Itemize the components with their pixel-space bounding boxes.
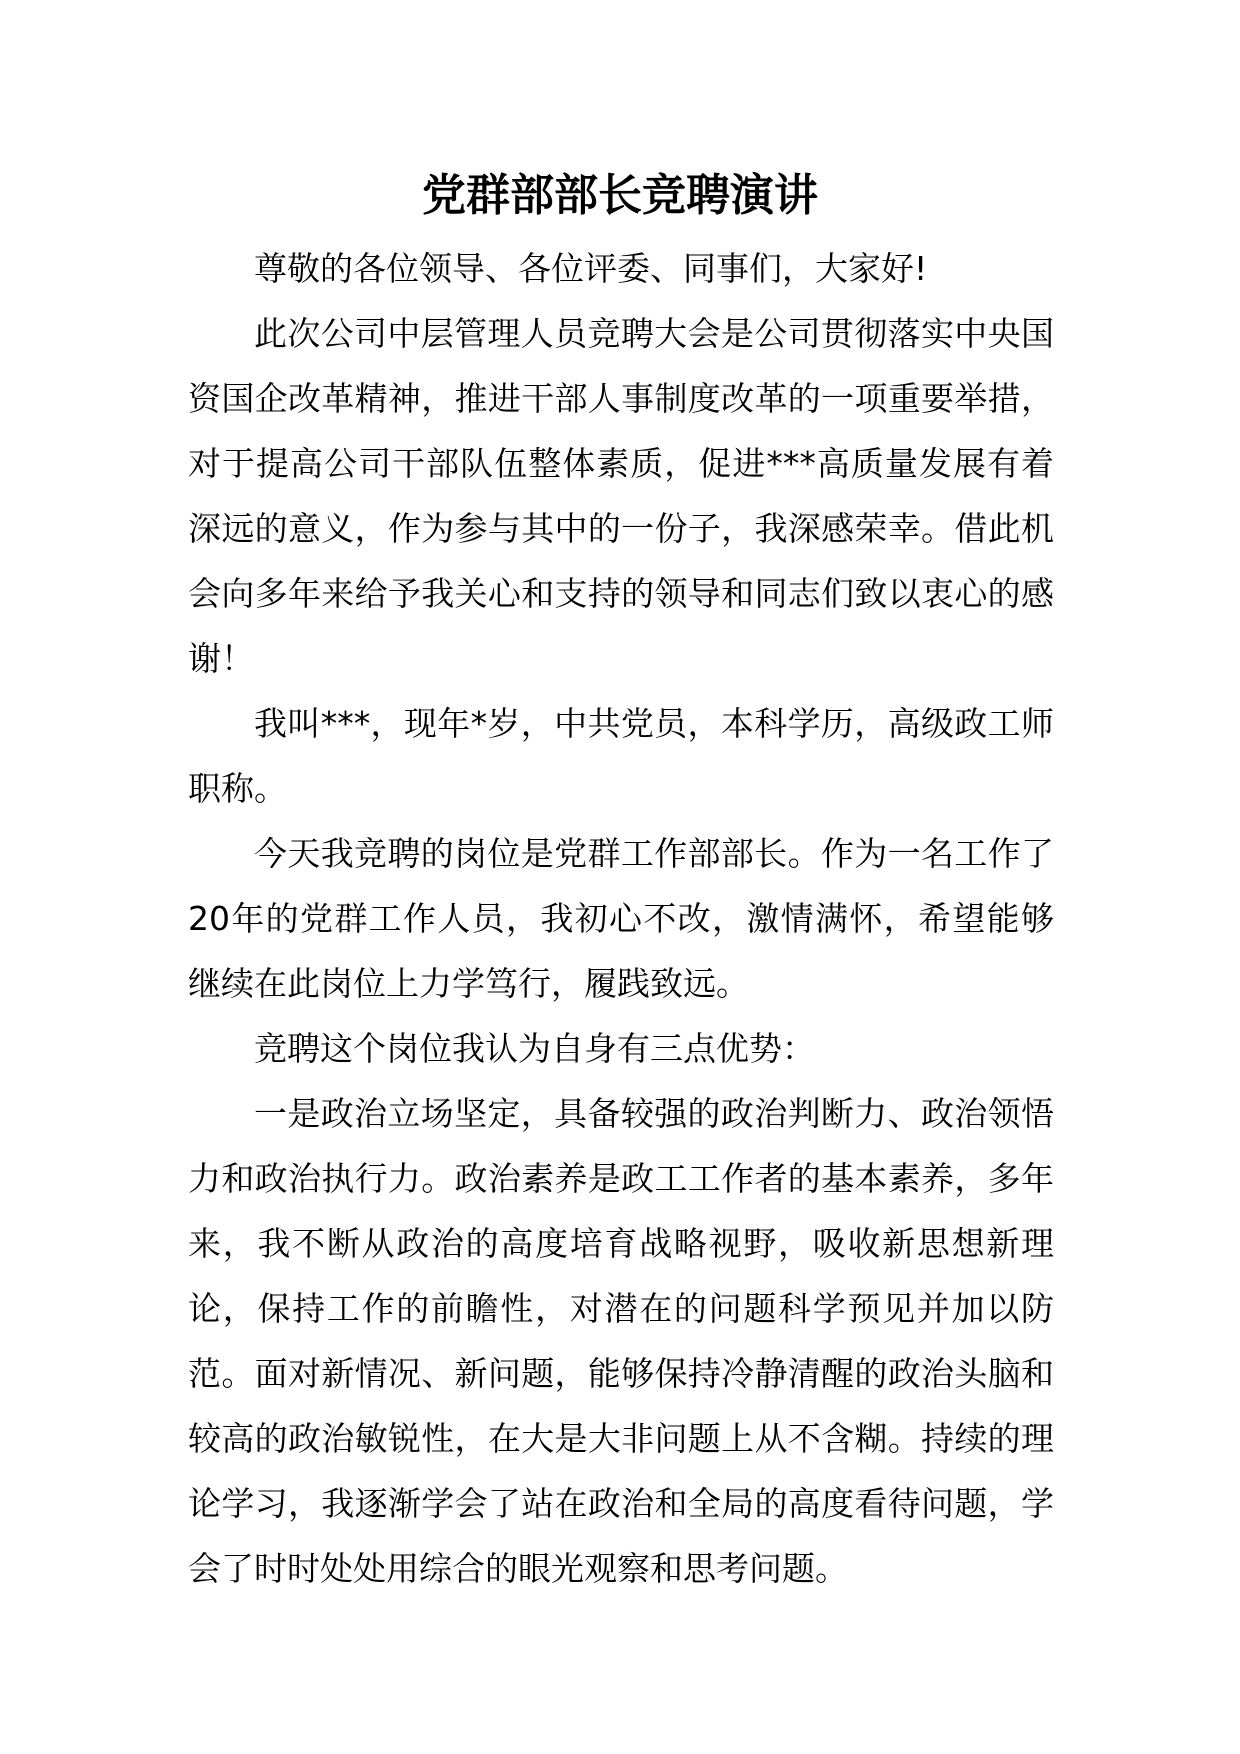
document-body <box>188 236 1054 1601</box>
self-introduction-paragraph: 我叫***，现年*岁，中共党员，本科学历，高级政工师职称。 <box>188 704 1054 808</box>
advantage-one-paragraph: 一是政治立场坚定，具备较强的政治判断力、政治领悟力和政治执行力。政治素养是政工工作者的基本素养，多年来，我不断从政治的高度培育战略视野，吸收新思想新理论，保持工作的前瞻性，对潜在的问题科学预见并加以防范。面对新情况、新问题，能够保持冷静清醒的政治头脑和较高的政治敏锐性，在大是大非问题上从不含糊。持续的理论学习，我逐渐学会了站在政治和全局的高度看待问题，学会了时时处处用综合的眼光观察和思考问题。 <box>188 1094 1054 1588</box>
advantages-intro-paragraph: 竞聘这个岗位我认为自身有三点优势： <box>254 1029 815 1068</box>
position-paragraph: 今天我竞聘的岗位是党群工作部部长。作为一名工作了20年的党群工作人员，我初心不改，激情满怀，希望能够继续在此岗位上力学笃行，履践致远。 <box>188 834 1054 1003</box>
intro-paragraph: 此次公司中层管理人员竞聘大会是公司贯彻落实中央国资国企改革精神，推进干部人事制度改革的一项重要举措，对于提高公司干部队伍整体素质，促进***高质量发展有着深远的意义，作为参与其中的一份子，我深感荣幸。借此机会向多年来给予我关心和支持的领导和同志们致以衷心的感谢！ <box>188 314 1054 678</box>
document-title: 党群部部长竞聘演讲 <box>422 170 818 221</box>
greeting-paragraph: 尊敬的各位领导、各位评委、同事们，大家好! <box>254 249 928 288</box>
